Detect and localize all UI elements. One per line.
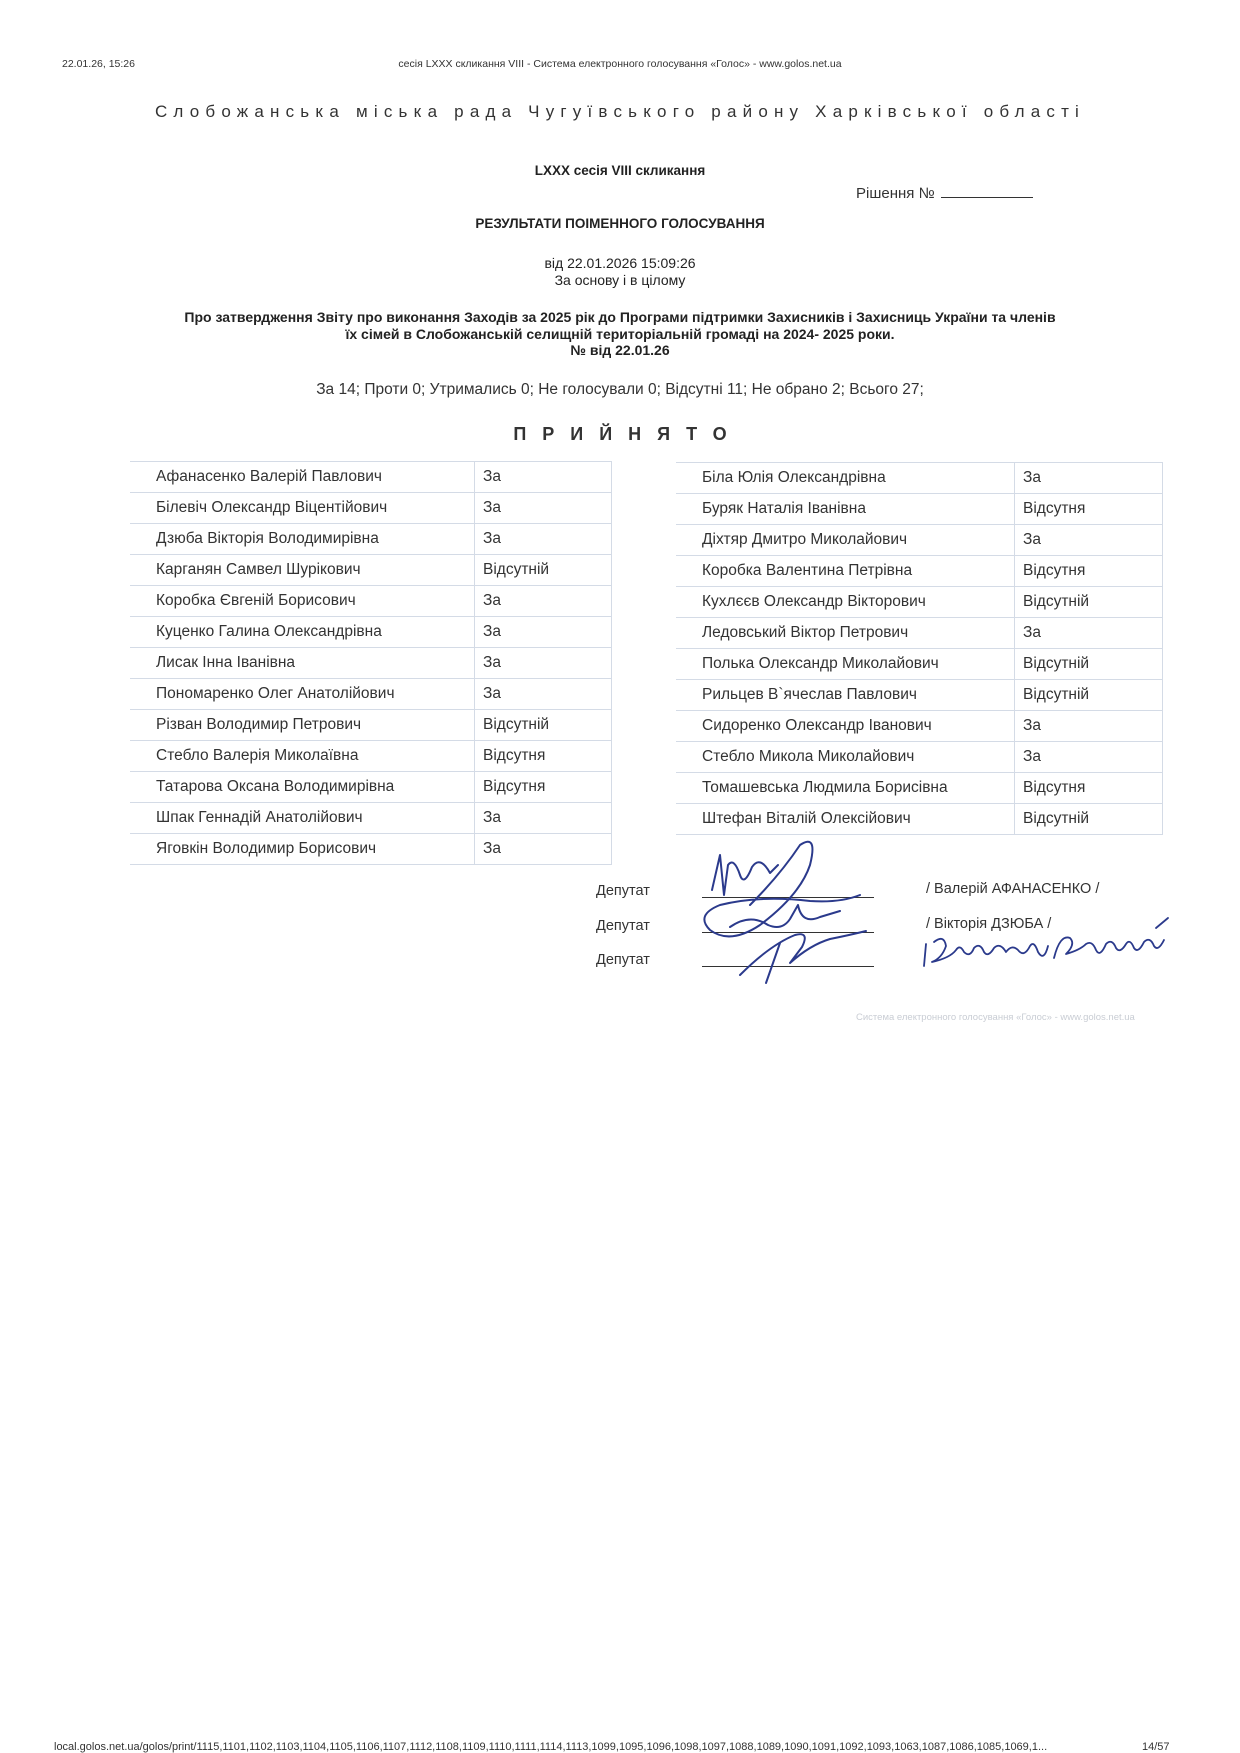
handwriting-stroke-4: [1156, 918, 1168, 928]
signature-stroke-3: [730, 905, 840, 927]
results-title: РЕЗУЛЬТАТИ ПОІМЕННОГО ГОЛОСУВАННЯ: [475, 216, 765, 231]
decision-label: Рішення №: [856, 185, 935, 202]
deputy-name: Діхтяр Дмитро Миколайович: [676, 525, 1015, 556]
vote-row: [676, 587, 1163, 618]
deputy-name-2: / Вікторія ДЗЮБА /: [926, 916, 1052, 932]
resolution-title-line3: № від 22.01.26: [570, 342, 670, 358]
vote-row: [676, 649, 1163, 680]
deputy-vote: За: [475, 617, 612, 648]
deputy-name: Афанасенко Валерій Павлович: [130, 462, 475, 493]
vote-row: [676, 494, 1163, 525]
deputy-label-1: Депутат: [596, 883, 650, 899]
vote-row: [676, 680, 1163, 711]
resolution-title-line2: їх сімей в Слобожанській селищній територіальній громаді на 2024- 2025 роки.: [345, 325, 895, 342]
votes-table-left: [130, 461, 612, 865]
deputy-name: Буряк Наталія Іванівна: [676, 494, 1015, 525]
deputy-name: Томашевська Людмила Борисівна: [676, 773, 1015, 804]
deputy-vote: Відсутній: [1015, 680, 1163, 711]
deputy-name: Різван Володимир Петрович: [130, 710, 475, 741]
decision-number: [856, 185, 1033, 202]
votes-table-right: [676, 462, 1163, 835]
vote-row: [676, 556, 1163, 587]
council-name: Слобожанська міська рада Чугуївського району Харківської області: [154, 102, 1086, 121]
print-system-title: сесія LXXX скликання VIII - Система електронного голосування «Голос» - www.golos.net.ua: [398, 58, 842, 70]
vote-row: [676, 742, 1163, 773]
deputy-name: Пономаренко Олег Анатолійович: [130, 679, 475, 710]
vote-row: [130, 710, 612, 741]
vote-row: [676, 463, 1163, 494]
signature-stroke-1: [712, 855, 778, 895]
deputy-vote: За: [475, 648, 612, 679]
vote-row: [130, 617, 612, 648]
deputy-name: Дзюба Вікторія Володимирівна: [130, 524, 475, 555]
deputy-name: Полька Олександр Миколайович: [676, 649, 1015, 680]
vote-row: [130, 462, 612, 493]
vote-row: [130, 803, 612, 834]
vote-totals: За 14; Проти 0; Утримались 0; Не голосували 0; Відсутні 11; Не обрано 2; Всього 27;: [316, 381, 924, 398]
print-datetime: 22.01.26, 15:26: [62, 58, 135, 70]
handwriting-stroke-2: [932, 939, 1048, 962]
deputy-name: Стебло Микола Миколайович: [676, 742, 1015, 773]
deputy-label-3: Депутат: [596, 952, 650, 968]
deputy-vote: За: [475, 462, 612, 493]
vote-row: [130, 834, 612, 865]
vote-row: [130, 648, 612, 679]
deputy-vote: За: [1015, 618, 1163, 649]
deputy-vote: Відсутній: [1015, 804, 1163, 835]
deputy-label-2: Депутат: [596, 918, 650, 934]
handwriting-stroke-3: [1054, 937, 1164, 958]
deputy-vote: Відсутній: [1015, 587, 1163, 618]
vote-row: [676, 773, 1163, 804]
deputy-name: Шпак Геннадій Анатолійович: [130, 803, 475, 834]
page-number: 14/57: [1142, 1741, 1170, 1753]
vote-row: [130, 524, 612, 555]
deputy-name: Коробка Валентина Петрівна: [676, 556, 1015, 587]
deputy-vote: Відсутній: [475, 555, 612, 586]
deputy-vote: За: [1015, 463, 1163, 494]
deputy-vote: За: [1015, 525, 1163, 556]
signature-stroke-5: [766, 943, 780, 983]
deputy-vote: За: [1015, 742, 1163, 773]
vote-row: [130, 493, 612, 524]
vote-basis: За основу і в цілому: [554, 272, 686, 288]
deputy-name: Рильцев В`ячеслав Павлович: [676, 680, 1015, 711]
vote-row: [676, 711, 1163, 742]
vote-row: [130, 741, 612, 772]
deputy-vote: Відсутня: [1015, 773, 1163, 804]
vote-row: [130, 586, 612, 617]
deputy-name: Коробка Євгеній Борисович: [130, 586, 475, 617]
handwritten-name-3: [920, 914, 1180, 976]
deputy-vote: Відсутній: [475, 710, 612, 741]
deputy-vote: Відсутня: [1015, 494, 1163, 525]
deputy-vote: Відсутня: [1015, 556, 1163, 587]
deputy-vote: За: [1015, 711, 1163, 742]
vote-date: від 22.01.2026 15:09:26: [544, 255, 696, 271]
deputy-vote: За: [475, 493, 612, 524]
watermark: Система електронного голосування «Голос» - www.golos.net.ua: [856, 1012, 1135, 1023]
deputy-name: Сидоренко Олександр Іванович: [676, 711, 1015, 742]
deputy-name: Біла Юлія Олександрівна: [676, 463, 1015, 494]
deputy-name: Стебло Валерія Миколаївна: [130, 741, 475, 772]
deputy-name: Куценко Галина Олександрівна: [130, 617, 475, 648]
vote-row: [130, 679, 612, 710]
signature-stroke-2: [704, 842, 860, 937]
resolution-title: [130, 309, 1110, 359]
decision-blank-line: [941, 185, 1033, 198]
vote-row: [676, 804, 1163, 835]
deputy-name-1: / Валерій АФАНАСЕНКО /: [926, 881, 1100, 897]
print-url: local.golos.net.ua/golos/print/1115,1101,1102,1103,1104,1105,1106,1107,1112,1108,1109,1110,1111,1114,1113,1099,1095,1096,1098,1097,1088,1089,1090,1091,1092,1093,1063,1087,1086,1085,1069,1...: [54, 1741, 1048, 1753]
deputy-name: Яговкін Володимир Борисович: [130, 834, 475, 865]
deputy-vote: Відсутня: [475, 741, 612, 772]
deputy-name: Татарова Оксана Володимирівна: [130, 772, 475, 803]
vote-row: [130, 555, 612, 586]
deputy-vote: За: [475, 524, 612, 555]
deputy-name: Кухлєєв Олександр Вікторович: [676, 587, 1015, 618]
resolution-title-line1: Про затвердження Звіту про виконання Заходів за 2025 рік до Програми підтримки Захисників і Захисниць України та членів: [184, 309, 1056, 325]
deputy-vote: За: [475, 586, 612, 617]
deputy-vote: За: [475, 679, 612, 710]
signature-stroke-4: [740, 931, 866, 975]
vote-row: [676, 525, 1163, 556]
deputy-vote: За: [475, 803, 612, 834]
deputy-name: Лисак Інна Іванівна: [130, 648, 475, 679]
deputy-vote: Відсутній: [1015, 649, 1163, 680]
deputy-name: Штефан Віталій Олексійович: [676, 804, 1015, 835]
deputy-vote: За: [475, 834, 612, 865]
vote-row: [676, 618, 1163, 649]
deputy-name: Ледовський Віктор Петрович: [676, 618, 1015, 649]
deputy-name: Карганян Самвел Шурікович: [130, 555, 475, 586]
handwritten-signatures: [690, 835, 890, 985]
vote-row: [130, 772, 612, 803]
deputy-name: Білевіч Олександр Віцентійович: [130, 493, 475, 524]
vote-outcome: ПРИЙНЯТО: [513, 424, 743, 444]
deputy-vote: Відсутня: [475, 772, 612, 803]
handwriting-stroke-1: [924, 944, 926, 966]
session-title: LXXX сесія VIII скликання: [534, 163, 706, 178]
